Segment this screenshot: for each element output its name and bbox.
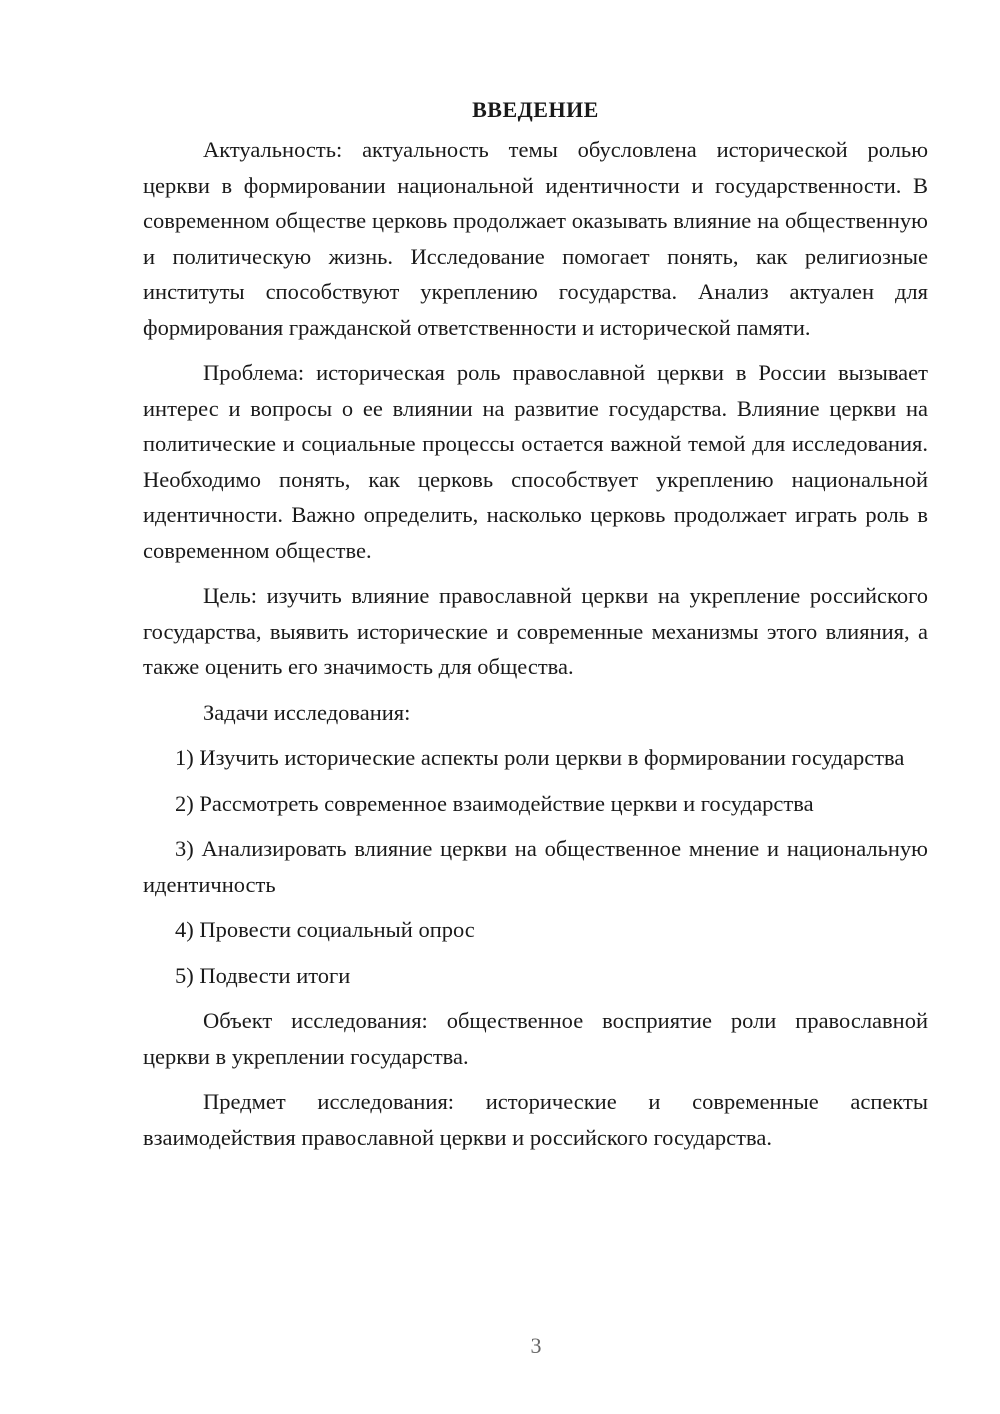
task-item: 1) Изучить исторические аспекты роли церкви в формировании государства: [175, 745, 905, 770]
object-paragraph: Объект исследования: общественное восприятие роли православной церкви в укреплении государства.: [143, 1008, 928, 1069]
goal-paragraph: Цель: изучить влияние православной церкви на укрепление российского государства, выявить исторические и современные механизмы этого влияния, а также оценить его значимость для общества.: [143, 583, 928, 679]
page-content: [143, 92, 928, 1155]
task-item: 5) Подвести итоги: [175, 962, 351, 988]
problem-paragraph: Проблема: историческая роль православной церкви в России вызывает интерес и вопросы о ее влиянии на развитие государства. Влияние церкви на политические и социальные процессы остается важной темой для исследования. Необходимо понять, как церковь способствует укреплению национальной идентичности. Важно определить, насколько церковь продолжает играть роль в современном обществе.: [143, 360, 928, 563]
tasks-title: Задачи исследования:: [203, 699, 411, 725]
page-number: 3: [530, 1333, 542, 1358]
subject-paragraph: Предмет исследования: исторические и современные аспекты взаимодействия православной церкви и российского государства.: [143, 1089, 928, 1150]
task-item: 2) Рассмотреть современное взаимодействие церкви и государства: [175, 790, 814, 816]
task-item: 4) Провести социальный опрос: [175, 917, 475, 942]
relevance-paragraph: Актуальность: актуальность темы обусловлена исторической ролью церкви в формировании национальной идентичности и государственности. В современном обществе церковь продолжает оказывать влияние на общественную и политическую жизнь. Исследование помогает понять, как религиозные институты способствуют укреплению государства. Анализ актуален для формирования гражданской ответственности и исторической памяти.: [143, 137, 928, 340]
task-item: 3) Анализировать влияние церкви на общественное мнение и национальную идентичность: [143, 836, 928, 897]
section-heading: ВВЕДЕНИЕ: [472, 97, 599, 122]
